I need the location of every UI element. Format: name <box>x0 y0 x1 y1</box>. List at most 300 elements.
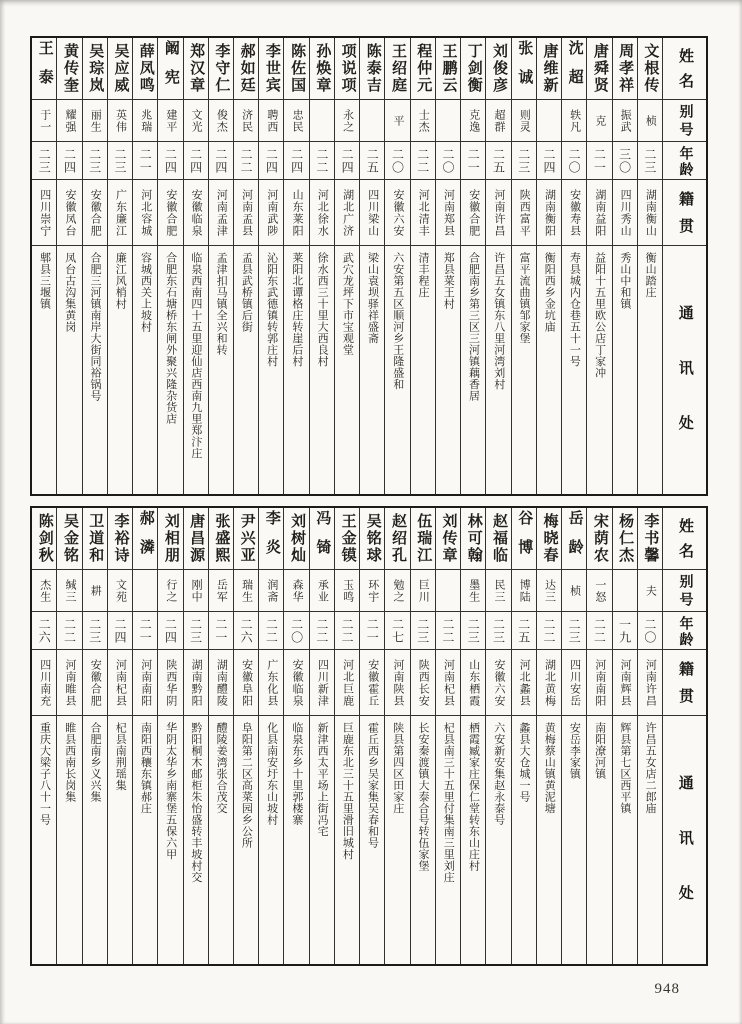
entry-native-cell <box>209 650 233 716</box>
entry-alias-cell <box>486 100 510 142</box>
header-age-label: 年龄 <box>677 615 693 648</box>
entry-address: 凤台古沟集黄岗 <box>63 252 76 333</box>
roster-entry-column <box>56 38 81 494</box>
roster-table-bottom <box>30 506 708 966</box>
entry-alias: 轶凡 <box>568 108 581 133</box>
entry-address-cell <box>411 716 435 964</box>
entry-address: 睢县西南长岗集 <box>63 722 76 803</box>
entry-native-place: 广东化县 <box>265 658 278 707</box>
entry-age: 二二 <box>541 617 556 644</box>
entry-age: 二五 <box>516 617 531 644</box>
entry-name-cell <box>461 38 485 100</box>
entry-address-cell <box>385 246 409 494</box>
entry-alias: 聘西 <box>265 108 278 133</box>
entry-native-place: 湖南衡山 <box>644 188 657 237</box>
entry-native-place: 河北巨鹿 <box>341 658 354 707</box>
header-native-label: 籍贯 <box>677 190 693 245</box>
header-alias-cell <box>663 100 706 142</box>
entry-alias-cell <box>360 100 384 142</box>
entry-native-cell <box>108 650 132 716</box>
entry-age-cell <box>537 142 561 180</box>
entry-age-cell <box>310 142 334 180</box>
entry-native-cell <box>638 650 662 716</box>
entry-address: 梁山袁坝驿祥盛斋 <box>366 252 379 344</box>
entry-alias: 环宇 <box>366 578 379 603</box>
entry-native-place: 河南杞县 <box>114 658 127 707</box>
entry-name: 王金镆 <box>339 513 356 564</box>
entry-native-place: 河北徐水 <box>316 188 329 237</box>
entry-alias-cell <box>310 100 334 142</box>
roster-entry-column <box>283 508 308 964</box>
entry-alias-cell <box>209 570 233 612</box>
entry-address: 孟津扣马镇全兴和转 <box>215 252 228 356</box>
header-address-label: 通讯处 <box>676 304 693 470</box>
entry-name-cell <box>360 508 384 570</box>
entry-name: 林可翰 <box>465 513 482 564</box>
entry-native-cell <box>133 180 157 246</box>
header-age-label: 年龄 <box>677 145 693 178</box>
entry-name-cell <box>209 508 233 570</box>
entry-name-cell <box>184 508 208 570</box>
entry-alias: 一怒 <box>593 578 606 603</box>
entry-age: 二四 <box>163 147 178 174</box>
entry-age-cell <box>32 612 56 650</box>
entry-address-cell <box>512 716 536 964</box>
entry-native-cell <box>57 180 81 246</box>
entry-native-cell <box>537 180 561 246</box>
entry-address: 寿县城内仓巷五十一号 <box>568 252 581 367</box>
entry-native-place: 河南南阳 <box>593 658 606 707</box>
entry-native-cell <box>32 650 56 716</box>
entry-native-cell <box>133 650 157 716</box>
entry-address-cell <box>32 246 56 494</box>
entry-name: 吴应威 <box>112 43 129 94</box>
entry-name: 周孝祥 <box>617 43 634 94</box>
roster-entry-column <box>359 508 384 964</box>
entry-age: 二七 <box>390 617 405 644</box>
entry-age-cell <box>335 142 359 180</box>
entry-native-cell <box>411 650 435 716</box>
header-address-cell <box>663 716 706 964</box>
entry-alias-cell <box>158 100 182 142</box>
entry-age-cell <box>436 142 460 180</box>
entry-age-cell <box>133 612 157 650</box>
roster-entry-column <box>511 38 536 494</box>
entry-native-place: 河南郑县 <box>442 188 455 237</box>
entry-address: 合肥南乡义兴集 <box>88 722 101 803</box>
entry-native-place: 广东廉江 <box>114 188 127 237</box>
entry-age: 二一 <box>592 147 607 174</box>
entry-address-cell <box>284 716 308 964</box>
entry-age-cell <box>461 612 485 650</box>
entry-native-place: 山东栖霞 <box>467 658 480 707</box>
entry-alias: 玉鸣 <box>341 578 354 603</box>
entry-native-cell <box>234 650 258 716</box>
entry-name: 唐昌源 <box>188 513 205 564</box>
entry-name: 刘相朋 <box>162 513 179 564</box>
entry-native-cell <box>57 650 81 716</box>
entry-address-cell <box>209 716 233 964</box>
entry-age: 二一 <box>138 617 153 644</box>
entry-native-cell <box>335 650 359 716</box>
entry-alias-cell <box>57 100 81 142</box>
entry-name-cell <box>158 38 182 100</box>
entry-name-cell <box>133 508 157 570</box>
entry-alias-cell <box>537 570 561 612</box>
entry-native-cell <box>385 180 409 246</box>
entry-native-place: 河南南阳 <box>139 658 152 707</box>
entry-alias: 兆瑞 <box>139 108 152 133</box>
entry-address-cell <box>335 246 359 494</box>
entry-age-cell <box>335 612 359 650</box>
entry-address-cell <box>184 246 208 494</box>
entry-alias: 巨川 <box>417 578 430 603</box>
roster-entry-column <box>208 508 233 964</box>
entry-address-cell <box>461 716 485 964</box>
entry-age: 二四 <box>62 147 77 174</box>
entry-name: 项说项 <box>339 43 356 94</box>
entry-age: 二二 <box>239 147 254 174</box>
entry-address: 徐水西三十里大西良村 <box>316 252 329 367</box>
entry-native-cell <box>310 180 334 246</box>
entry-alias-cell <box>108 570 132 612</box>
header-alias-label: 别号 <box>677 104 693 140</box>
entry-native-place: 河南睢县 <box>63 658 76 707</box>
entry-address-cell <box>562 246 586 494</box>
entry-age: 二一 <box>365 617 380 644</box>
entry-alias: 民三 <box>492 578 505 603</box>
entry-address: 衡山踏庄 <box>644 252 657 298</box>
entry-native-place: 陕西长安 <box>417 658 430 707</box>
roster-entry-column <box>132 508 157 964</box>
entry-name-cell <box>335 508 359 570</box>
entry-address-cell <box>486 246 510 494</box>
entry-age-cell <box>108 142 132 180</box>
entry-native-cell <box>486 650 510 716</box>
entry-name-cell <box>436 508 460 570</box>
entry-age-cell <box>108 612 132 650</box>
entry-age: 二四 <box>213 147 228 174</box>
entry-alias: 建平 <box>164 108 177 133</box>
entry-address: 栖霞臧家庄保仁堂转东山庄村 <box>467 722 480 872</box>
entry-age: 二三 <box>188 617 203 644</box>
entry-name-cell <box>335 38 359 100</box>
entry-alias: 缄三 <box>63 578 76 603</box>
roster-entry-column <box>561 38 586 494</box>
entry-age-cell <box>259 612 283 650</box>
entry-age: 二二 <box>314 147 329 174</box>
entry-native-cell <box>184 180 208 246</box>
roster-entry-column <box>157 38 182 494</box>
entry-address-cell <box>562 716 586 964</box>
entry-address-cell <box>310 716 334 964</box>
entry-address: 益阳十五里欧公店丁家冲 <box>593 252 606 379</box>
entry-address-cell <box>436 246 460 494</box>
entry-alias: 墨生 <box>467 578 480 603</box>
entry-age-cell <box>32 142 56 180</box>
entry-alias-cell <box>32 570 56 612</box>
entry-address-cell <box>613 716 637 964</box>
entry-native-cell <box>108 180 132 246</box>
entry-name-cell <box>108 38 132 100</box>
entry-age-cell <box>638 612 662 650</box>
entry-alias-cell <box>184 570 208 612</box>
entry-native-cell <box>562 650 586 716</box>
entry-address: 醴陵姜湾张合茂交 <box>215 722 228 814</box>
entry-age: 二二 <box>314 617 329 644</box>
entry-age: 二二 <box>264 617 279 644</box>
entry-address-cell <box>360 716 384 964</box>
entry-native-cell <box>209 180 233 246</box>
entry-address-cell <box>57 716 81 964</box>
roster-entry-column <box>208 38 233 494</box>
entry-age-cell <box>83 142 107 180</box>
roster-entry-column <box>410 38 435 494</box>
entry-native-cell <box>613 650 637 716</box>
entry-alias-cell <box>234 570 258 612</box>
entry-native-cell <box>284 650 308 716</box>
entry-name-cell <box>360 38 384 100</box>
entry-name-cell <box>411 38 435 100</box>
entry-alias-cell <box>184 100 208 142</box>
roster-entry-column <box>637 508 662 964</box>
entry-address-cell <box>486 716 510 964</box>
entry-native-cell <box>587 650 611 716</box>
entry-alias-cell <box>284 570 308 612</box>
entry-age: 二一 <box>466 147 481 174</box>
entry-address: 孟县武桥镇后街 <box>240 252 253 333</box>
entry-name: 刘树灿 <box>289 513 306 564</box>
entry-address-cell <box>259 246 283 494</box>
entry-name-cell <box>284 508 308 570</box>
roster-entry-column <box>82 38 107 494</box>
entry-address-cell <box>133 246 157 494</box>
entry-native-cell <box>83 180 107 246</box>
entry-native-place: 山东莱阳 <box>291 188 304 237</box>
entry-native-cell <box>436 650 460 716</box>
roster-entry-column <box>283 38 308 494</box>
entry-age: 二三 <box>415 617 430 644</box>
entry-name-cell <box>638 38 662 100</box>
entry-address: 临泉东乡十里郭楼寨 <box>290 722 303 826</box>
roster-entry-column <box>359 38 384 494</box>
entry-address: 合肥南乡第三区三河镇藕香居 <box>467 252 480 402</box>
header-name-label: 姓名 <box>677 517 693 568</box>
entry-native-cell <box>562 180 586 246</box>
entry-address-cell <box>512 246 536 494</box>
entry-age: 二三 <box>87 147 102 174</box>
entry-name-cell <box>32 508 56 570</box>
entry-address: 巨鹿东北三十五里滑旧城村 <box>341 722 354 860</box>
entry-address: 化县南安圩东山坡村 <box>265 722 278 826</box>
roster-entry-column <box>334 508 359 964</box>
header-age-cell <box>663 142 706 180</box>
entry-name: 李守仁 <box>213 43 230 94</box>
entry-address: 黔阳桐木邮柜朱怡盛转丰坡村交 <box>189 722 202 883</box>
entry-native-cell <box>310 650 334 716</box>
entry-name: 李炎 <box>263 509 280 568</box>
entry-name: 李裕诗 <box>112 513 129 564</box>
entry-age: 二一 <box>138 147 153 174</box>
entry-address: 阜阳第二区高菜园乡公所 <box>240 722 253 849</box>
entry-name-cell <box>108 508 132 570</box>
entry-name: 吴金铭 <box>61 513 78 564</box>
entry-age-cell <box>385 612 409 650</box>
header-age-cell <box>663 612 706 650</box>
entry-age: 三〇 <box>617 147 632 174</box>
entry-name-cell <box>259 508 283 570</box>
entry-native-place: 四川梁山 <box>366 188 379 237</box>
entry-address: 廉江风梢村 <box>114 252 127 310</box>
roster-table-top <box>30 36 708 496</box>
entry-alias: 瑞生 <box>240 578 253 603</box>
entry-alias: 耀强 <box>63 108 76 133</box>
entry-name-cell <box>486 508 510 570</box>
entry-alias: 俊杰 <box>215 108 228 133</box>
page-number: 948 <box>654 981 680 997</box>
entry-address: 南阳潦河镇 <box>593 722 606 780</box>
entry-alias-cell <box>587 100 611 142</box>
header-native-cell <box>663 180 706 246</box>
entry-age: 二二 <box>340 617 355 644</box>
roster-entry-column <box>132 38 157 494</box>
entry-name-cell <box>587 508 611 570</box>
entry-address-cell <box>436 716 460 964</box>
entry-name-cell <box>83 508 107 570</box>
entry-address: 许昌五女店二郎庙 <box>644 722 657 814</box>
entry-native-place: 安徽六安 <box>392 188 405 237</box>
entry-name: 尹兴亚 <box>238 513 255 564</box>
entry-age-cell <box>83 612 107 650</box>
entry-native-cell <box>234 180 258 246</box>
roster-entry-column <box>233 508 258 964</box>
roster-entry-column <box>612 38 637 494</box>
entry-alias-cell <box>158 570 182 612</box>
entry-address-cell <box>32 716 56 964</box>
entry-name: 吴铭球 <box>364 513 381 564</box>
roster-entry-column <box>183 38 208 494</box>
entry-name: 赵绍孔 <box>390 513 407 564</box>
entry-alias-cell <box>461 570 485 612</box>
roster-entry-column <box>183 508 208 964</box>
entry-address-cell <box>638 246 662 494</box>
entry-name: 程仲元 <box>415 43 432 94</box>
entry-name: 丁剑衡 <box>465 43 482 94</box>
entry-name: 陈佐国 <box>289 43 306 94</box>
entry-age: 二三 <box>491 617 506 644</box>
roster-entry-column <box>485 508 510 964</box>
entry-address: 容城西关上坡村 <box>139 252 152 333</box>
entry-alias-cell <box>284 100 308 142</box>
entry-age: 二六 <box>239 617 254 644</box>
entry-native-cell <box>259 650 283 716</box>
entry-address: 辉县第七区西平镇 <box>618 722 631 814</box>
entry-age-cell <box>537 612 561 650</box>
entry-native-cell <box>537 650 561 716</box>
entry-name: 张盛熙 <box>213 513 230 564</box>
entry-alias-cell <box>385 100 409 142</box>
entry-native-place: 安徽合肥 <box>89 658 102 707</box>
entry-name: 沈超 <box>566 39 583 98</box>
entry-age: 二四 <box>289 147 304 174</box>
entry-age-cell <box>461 142 485 180</box>
header-name-label: 姓名 <box>677 47 693 98</box>
entry-name: 冯锜 <box>314 509 331 568</box>
entry-native-place: 安徽临泉 <box>291 658 304 707</box>
entry-age-cell <box>512 612 536 650</box>
entry-alias: 桢 <box>568 584 581 597</box>
entry-age: 二四 <box>188 147 203 174</box>
entry-alias-cell <box>537 100 561 142</box>
entry-address: 临泉西南四十五里迎仙店西南九里郑汴庄 <box>189 252 202 459</box>
entry-age: 二一 <box>213 617 228 644</box>
entry-name-cell <box>562 38 586 100</box>
entry-native-place: 河北蠡县 <box>518 658 531 707</box>
roster-entry-column <box>32 38 56 494</box>
entry-name-cell <box>613 38 637 100</box>
entry-alias-cell <box>259 100 283 142</box>
entry-age-cell <box>562 612 586 650</box>
entry-age: 二三 <box>516 147 531 174</box>
entry-name-cell <box>209 38 233 100</box>
entry-address: 莱阳北谭格庄转崖后村 <box>290 252 303 367</box>
entry-age: 二〇 <box>390 147 405 174</box>
entry-native-cell <box>486 180 510 246</box>
entry-name: 杨仁杰 <box>617 513 634 564</box>
entry-alias: 耕 <box>89 584 102 597</box>
entry-name-cell <box>184 38 208 100</box>
entry-name-cell <box>133 38 157 100</box>
roster-entry-column <box>410 508 435 964</box>
roster-entry-column <box>536 508 561 964</box>
entry-age: 二三 <box>567 617 582 644</box>
entry-native-place: 湖南黔阳 <box>190 658 203 707</box>
entry-age-cell <box>562 142 586 180</box>
entry-age-cell <box>486 142 510 180</box>
entry-native-cell <box>83 650 107 716</box>
entry-native-cell <box>360 650 384 716</box>
entry-age: 二〇 <box>289 617 304 644</box>
entry-address: 长安秦渡镇大泰合号转伍家堡 <box>417 722 430 872</box>
roster-entry-column <box>485 38 510 494</box>
entry-name: 李书馨 <box>642 513 659 564</box>
entry-alias: 超群 <box>492 108 505 133</box>
entry-address-cell <box>83 246 107 494</box>
entry-address-cell <box>108 246 132 494</box>
entry-address: 安岳李家镇 <box>568 722 581 780</box>
entry-address-cell <box>335 716 359 964</box>
entry-address-cell <box>638 716 662 964</box>
entry-alias: 忠民 <box>291 108 304 133</box>
entry-name-cell <box>83 38 107 100</box>
entry-age-cell <box>436 612 460 650</box>
header-native-cell <box>663 650 706 716</box>
entry-age: 二〇 <box>567 147 582 174</box>
entry-address-cell <box>537 246 561 494</box>
entry-address: 新津西太平场上街冯宅 <box>316 722 329 837</box>
entry-native-place: 河南孟县 <box>240 188 253 237</box>
entry-name-cell <box>638 508 662 570</box>
entry-age-cell <box>411 142 435 180</box>
entry-age-cell <box>512 142 536 180</box>
entry-alias-cell <box>57 570 81 612</box>
entry-address-cell <box>360 246 384 494</box>
entry-age: 二二 <box>62 617 77 644</box>
entry-alias-cell <box>411 100 435 142</box>
entry-native-place: 安徽临泉 <box>190 188 203 237</box>
entry-alias-cell <box>209 100 233 142</box>
entry-name-cell <box>259 38 283 100</box>
